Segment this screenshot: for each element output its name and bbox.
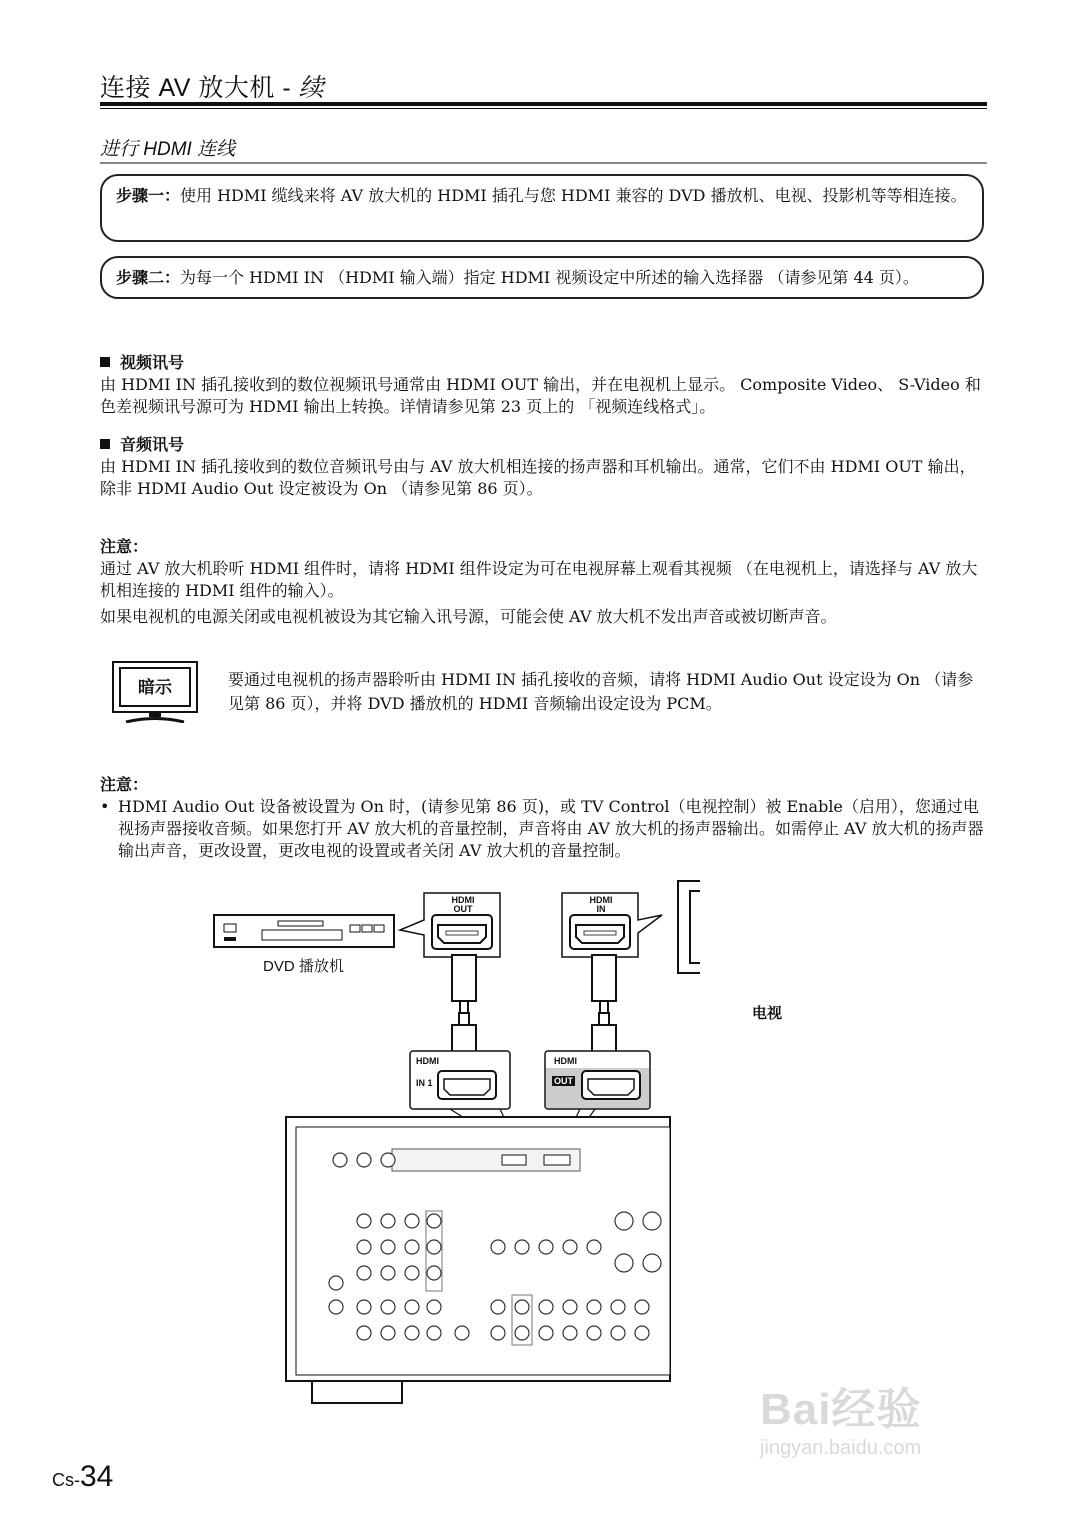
hint-tv-icon [112, 661, 198, 723]
hint-icon-label: 暗示 [138, 678, 172, 697]
watermark-url: jingyan.baidu.com [760, 1437, 922, 1459]
step-two-box [100, 256, 984, 299]
watermark-brand: Bai经验 [760, 1385, 922, 1434]
amp-hdmi-in-title: HDMI [416, 1056, 439, 1066]
audio-heading: 音频讯号 [100, 432, 184, 455]
step-two-text: 为每一个 HDMI IN （HDMI 输入端）指定 HDMI 视频设定中所述的输入选择器 （请参见第 44 页）。 [180, 268, 919, 287]
tv-label: 电视 [752, 1005, 783, 1022]
amp-in-1-label: IN 1 [416, 1078, 433, 1088]
hint-text: 要通过电视机的扬声器聆听由 HDMI IN 插孔接收的音频，请将 HDMI Audio Out 设定设为 On （请参见第 86 页），并将 DVD 播放机的 HDMI 音频输出设定设为 PCM。 [228, 670, 974, 713]
amp-hdmi-out-title: HDMI [554, 1056, 577, 1066]
header-rule-thin [100, 108, 987, 109]
amp-out-label: OUT [554, 1076, 573, 1086]
note-bullet-text: HDMI Audio Out 设备被设置为 On 时，(请参见第 86 页)，或 TV Control（电视控制）被 Enable（启用），您通过电视扬声器接收音频。如果您打开 AV 放大机的音量控制，声音将由 AV 放大机的扬声器输出。如需停止 AV 放大机的扬声器输出声音，更改设置，更改电视的设置或者关闭 AV 放大机的音量控制。 [118, 797, 984, 860]
note-label: 注意： [100, 539, 149, 556]
page-number: Cs-34 [52, 1460, 114, 1493]
step-one-label: 步骤一： [116, 186, 181, 205]
video-text: 由 HDMI IN 插孔接收到的数位视频讯号通常由 HDMI OUT 输出，并在电视机上显示。 Composite Video、 S-Video 和色差视频讯号源可为 HDMI 输出上转换。详情请参见第 23 页上的 「视频连线格式」。 [100, 375, 981, 416]
section-title: 进行 HDMI 连线 [100, 139, 236, 160]
note-line-2: 如果电视机的电源关闭或电视机被设为其它输入讯号源，可能会使 AV 放大机不发出声音或被切断声音。 [100, 607, 837, 626]
step-two-label: 步骤二： [116, 268, 181, 287]
av-amplifier-rear-panel [286, 1117, 670, 1403]
header-title-italic: 续 [298, 74, 325, 102]
dvd-hdmi-out-label: HDMI OUT [451, 895, 475, 914]
video-heading: 视频讯号 [100, 350, 184, 373]
page-header-title: 连接 AV 放大机 - 续 [100, 74, 325, 102]
baidu-watermark-logo [760, 1385, 1015, 1475]
section-rule [100, 162, 987, 164]
dvd-player-label: DVD 播放机 [263, 958, 344, 975]
tv-icon [678, 881, 700, 993]
note-label-2: 注意： [100, 777, 149, 794]
audio-text: 由 HDMI IN 插孔接收到的数位音频讯号由与 AV 放大机相连接的扬声器和耳机输出。通常，它们不由 HDMI OUT 输出，除非 HDMI Audio Out 设定被设为 On （请参见第 86 页）。 [100, 457, 976, 498]
step-one-text: 使用 HDMI 缆线来将 AV 放大机的 HDMI 插孔与您 HDMI 兼容的 DVD 播放机、电视、投影机等等相连接。 [180, 186, 967, 205]
note-bullet: • HDMI Audio Out 设备被设置为 On 时，(请参见第 86 页)，或 TV Control（电视控制）被 Enable（启用），您通过电视扬声器接收音频。如果您打开 AV 放大机的音量控制，声音将由 AV 放大机的扬声器输出。如需停止 AV 放大机的扬声器输出声音，更改设置，更改电视的设置或者关闭 AV 放大机的音量控制。 [100, 796, 990, 862]
note-line-1: 通过 AV 放大机聆听 HDMI 组件时，请将 HDMI 组件设定为可在电视屏幕上观看其视频 （在电视机上，请选择与 AV 放大机相连接的 HDMI 组件的输入）。 [100, 559, 978, 600]
bullet-square-icon [100, 357, 110, 367]
dvd-player-icon [214, 915, 394, 947]
tv-hdmi-in-label: HDMI IN [589, 895, 613, 914]
bullet-square-icon [100, 439, 110, 449]
header-rule-thick [100, 102, 987, 106]
step-one-box [100, 174, 984, 242]
